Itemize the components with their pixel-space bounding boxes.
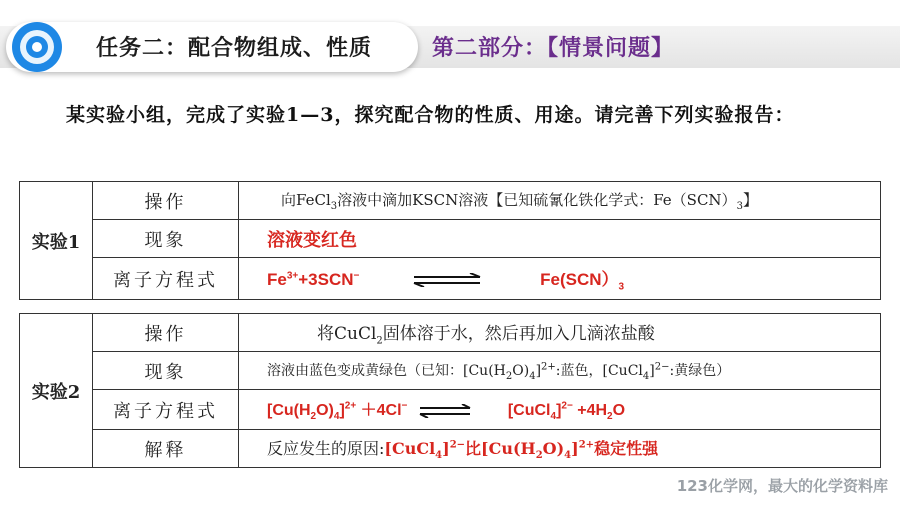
experiment2-table: [19, 313, 881, 468]
equilibrium-arrow-icon: [410, 273, 484, 287]
exp2-equation-label: 离子方程式: [93, 390, 239, 430]
exp1-equation-row: [20, 258, 881, 300]
section-title: 第二部分：【情景问题】: [432, 36, 675, 61]
exp2-label: 实验2: [20, 314, 93, 468]
intro-paragraph: 某实验小组，完成了实验1—3，探究配合物的性质、用途。请完善下列实验报告：: [66, 104, 795, 126]
exp1-operation-row: [20, 182, 881, 220]
experiment1-table: [19, 181, 881, 300]
exp2-explanation-row: [20, 430, 881, 468]
task-title: 任务二：配合物组成、性质: [96, 36, 373, 61]
exp1-phenomenon-row: [20, 220, 881, 258]
exp2-phenomenon-label: 现象: [93, 352, 239, 390]
equilibrium-arrow-icon: [418, 404, 472, 418]
exp2-explanation-label: 解释: [93, 430, 239, 468]
exp2-operation: 将CuCl$_2$固体溶于水，然后再加入几滴浓盐酸: [239, 314, 881, 352]
exp2-equation-row: [20, 390, 881, 430]
exp2-phenomenon: 溶液由蓝色变成黄绿色（已知：$[Cu(H_2O)_4]^{2+}$:蓝色，[CuCl$_4$]$^{2-}$:黄绿色）: [239, 352, 881, 390]
exp1-phenomenon: 溶液变红色: [239, 220, 881, 258]
exp1-operation-label: 操作: [93, 182, 239, 220]
exp1-equation-label: 离子方程式: [93, 258, 239, 300]
exp2-phenomenon-row: [20, 352, 881, 390]
exp2-explanation: 反应发生的原因:[CuCl$_4$]$^{2-}$比$[Cu(H_2O)_4]^{2+}$稳定性强: [239, 430, 881, 468]
exp1-operation: 向FeCl$_3$溶液中滴加KSCN溶液【已知硫氰化铁化学式：$Fe(SCN)_3$】: [239, 182, 881, 220]
exp2-equation: $[Cu(H_2O)_4]^{2+} +4Cl^-$ [CuCl$_4$]$^{2-}$ $+4H_2O$: [239, 390, 881, 430]
target-logo-icon: [10, 20, 64, 74]
exp1-phenomenon-label: 现象: [93, 220, 239, 258]
exp1-equation: $Fe^{3+}+3SCN^-$ $Fe(SCN)_3$: [239, 258, 881, 300]
exp2-operation-row: [20, 314, 881, 352]
watermark: 123化学网，最大的化学资料库: [676, 477, 888, 495]
exp2-operation-label: 操作: [93, 314, 239, 352]
exp1-label: 实验1: [20, 182, 93, 300]
